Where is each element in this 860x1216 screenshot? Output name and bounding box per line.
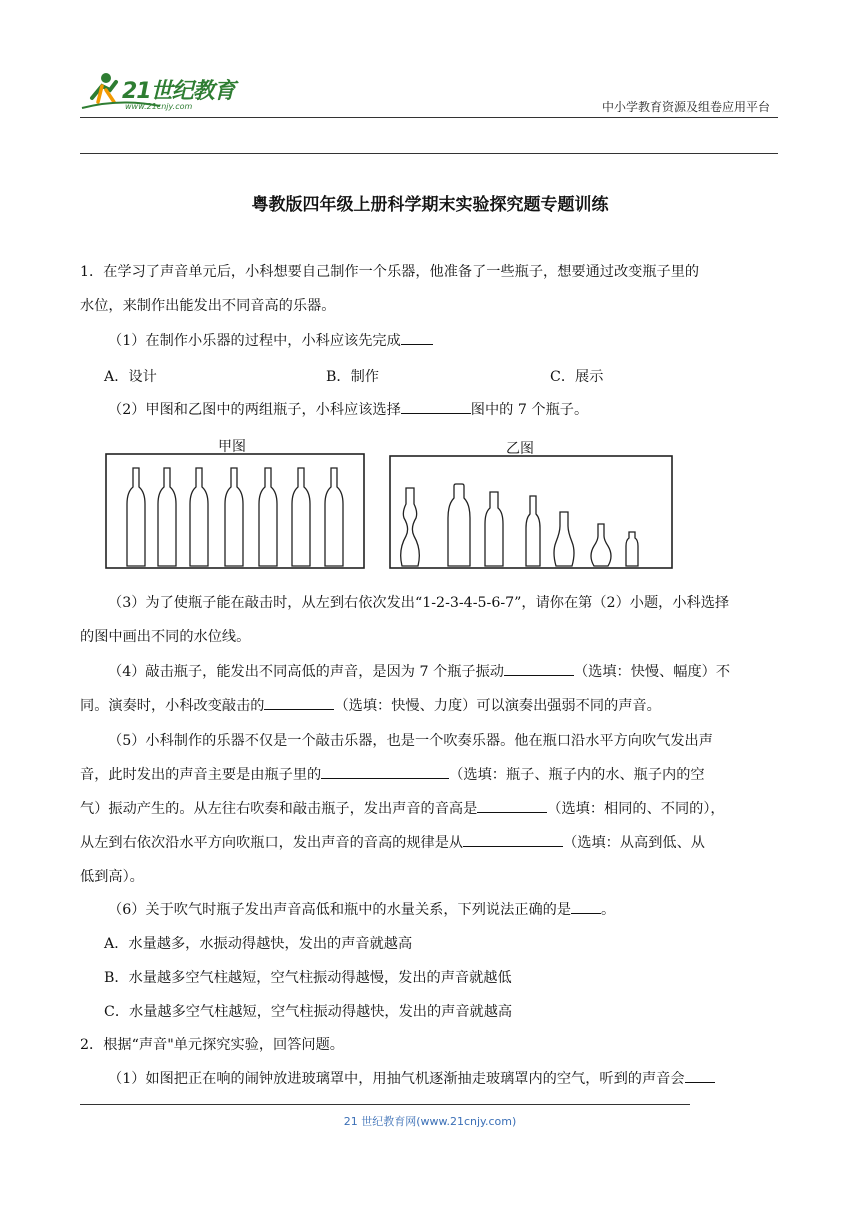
q1-stem-line1: 1．在学习了声音单元后，小科想要自己制作一个乐器，他准备了一些瓶子，想要通过改变瓶子里的	[80, 264, 700, 280]
answer-blank[interactable]	[571, 899, 601, 914]
q1-option-b: B．制作	[326, 369, 379, 385]
q1-part6-option-b: B．水量越多空气柱越短，空气柱振动得越慢，发出的声音就越低	[104, 970, 512, 986]
footer-divider	[80, 1104, 690, 1105]
q1-part3-line1: （3）为了使瓶子能在敲击时，从左到右依次发出“1-2-3-4-5-6-7”，请你在第（2）小题，小科选择	[108, 595, 730, 611]
q1-part5-text-b: （选填：瓶子、瓶子内的水、瓶子内的空	[449, 767, 705, 783]
q1-part2-text-a: （2）甲图和乙图中的两组瓶子，小科应该选择	[108, 402, 401, 418]
q1-part5-line1: （5）小科制作的乐器不仅是一个敲击乐器，也是一个吹奏乐器。他在瓶口沿水平方向吹气发出声	[108, 733, 713, 749]
fig-label-jia: 甲图	[218, 439, 246, 455]
q1-stem-line2: 水位，来制作出能发出不同音高的乐器。	[80, 298, 336, 314]
q1-part4-text-d: （选填：快慢、力度）可以演奏出强弱不同的声音。	[334, 698, 661, 714]
answer-blank[interactable]	[401, 330, 433, 345]
fig-label-yi: 乙图	[506, 441, 534, 457]
q1-part5-line4	[80, 826, 780, 860]
answer-blank[interactable]	[477, 798, 547, 813]
footer-link[interactable]: 21 世纪教育网(www.21cnjy.com)	[343, 1115, 517, 1128]
q1-part6-option-c: C．水量越多空气柱越短，空气柱振动得越快，发出的声音就越高	[104, 1004, 513, 1020]
q1-option-c: C．展示	[550, 369, 604, 385]
q1-part6-text-b: 。	[601, 902, 616, 918]
answer-blank[interactable]	[685, 1068, 715, 1083]
q1-part4-line1	[80, 655, 780, 689]
q1-part4-text-a: （4）敲击瓶子，能发出不同高低的声音，是因为 7 个瓶子振动	[108, 664, 504, 680]
q1-part2	[80, 393, 780, 427]
q1-part4-line2	[80, 689, 780, 723]
answer-blank[interactable]	[264, 695, 334, 710]
page-title: 粤教版四年级上册科学期末实验探究题专题训练	[251, 195, 609, 215]
q1-part1-text: （1）在制作小乐器的过程中，小科应该先完成	[108, 333, 401, 349]
q1-option-a: A．设计	[104, 369, 157, 385]
q1-part6-option-a: A．水量越多，水振动得越快，发出的声音就越高	[104, 936, 413, 952]
q2-part1	[80, 1062, 780, 1096]
q1-part4-text-c: 同。演奏时，小科改变敲击的	[80, 698, 265, 714]
q1-part1	[80, 324, 780, 358]
q1-part3-line2: 的图中画出不同的水位线。	[80, 629, 251, 645]
answer-blank[interactable]	[321, 764, 449, 779]
logo-text: 21世纪教育	[122, 79, 235, 104]
header-divider	[80, 117, 778, 118]
q1-part5-line3	[80, 792, 780, 826]
q1-part5-text-c: 气）振动产生的。从左往右吹奏和敲击瓶子，发出声音的音高是	[80, 801, 478, 817]
q1-part5-text-e: 从左到右依次沿水平方向吹瓶口，发出声音的音高的规律是从	[80, 835, 464, 851]
q2-stem: 2．根据“声音"单元探究实验，回答问题。	[80, 1037, 344, 1053]
q1-part6	[80, 893, 780, 927]
q2-part1-text: （1）如图把正在响的闹钟放进玻璃罩中，用抽气机逐渐抽走玻璃罩内的空气，听到的声音会	[108, 1071, 685, 1087]
q1-part5-line5: 低到高）。	[80, 869, 144, 885]
q1-part4-text-b: （选填：快慢、幅度）不	[573, 664, 731, 680]
jia-bottles	[127, 468, 343, 566]
q1-part5-text-d: （选填：相同的、不同的），	[547, 801, 725, 817]
q1-part6-text-a: （6）关于吹气时瓶子发出声音高低和瓶中的水量关系，下列说法正确的是	[108, 902, 572, 918]
answer-blank[interactable]	[463, 832, 563, 847]
yi-bottles	[401, 484, 638, 566]
q1-part5-text-f: （选填：从高到低、从	[563, 835, 705, 851]
q1-part5-text-a: 音，此时发出的声音主要是由瓶子里的	[80, 767, 322, 783]
bottles-figure	[104, 432, 674, 572]
header-slogan: 中小学教育资源及组卷应用平台	[601, 100, 770, 114]
logo-url: www.21cnjy.com	[125, 102, 193, 111]
header-divider-lower	[80, 153, 778, 154]
yi-frame	[390, 456, 672, 568]
answer-blank[interactable]	[504, 661, 574, 676]
q1-part5-line2	[80, 758, 780, 792]
q1-part2-text-b: 图中的 7 个瓶子。	[470, 402, 589, 418]
answer-blank[interactable]	[401, 399, 471, 414]
